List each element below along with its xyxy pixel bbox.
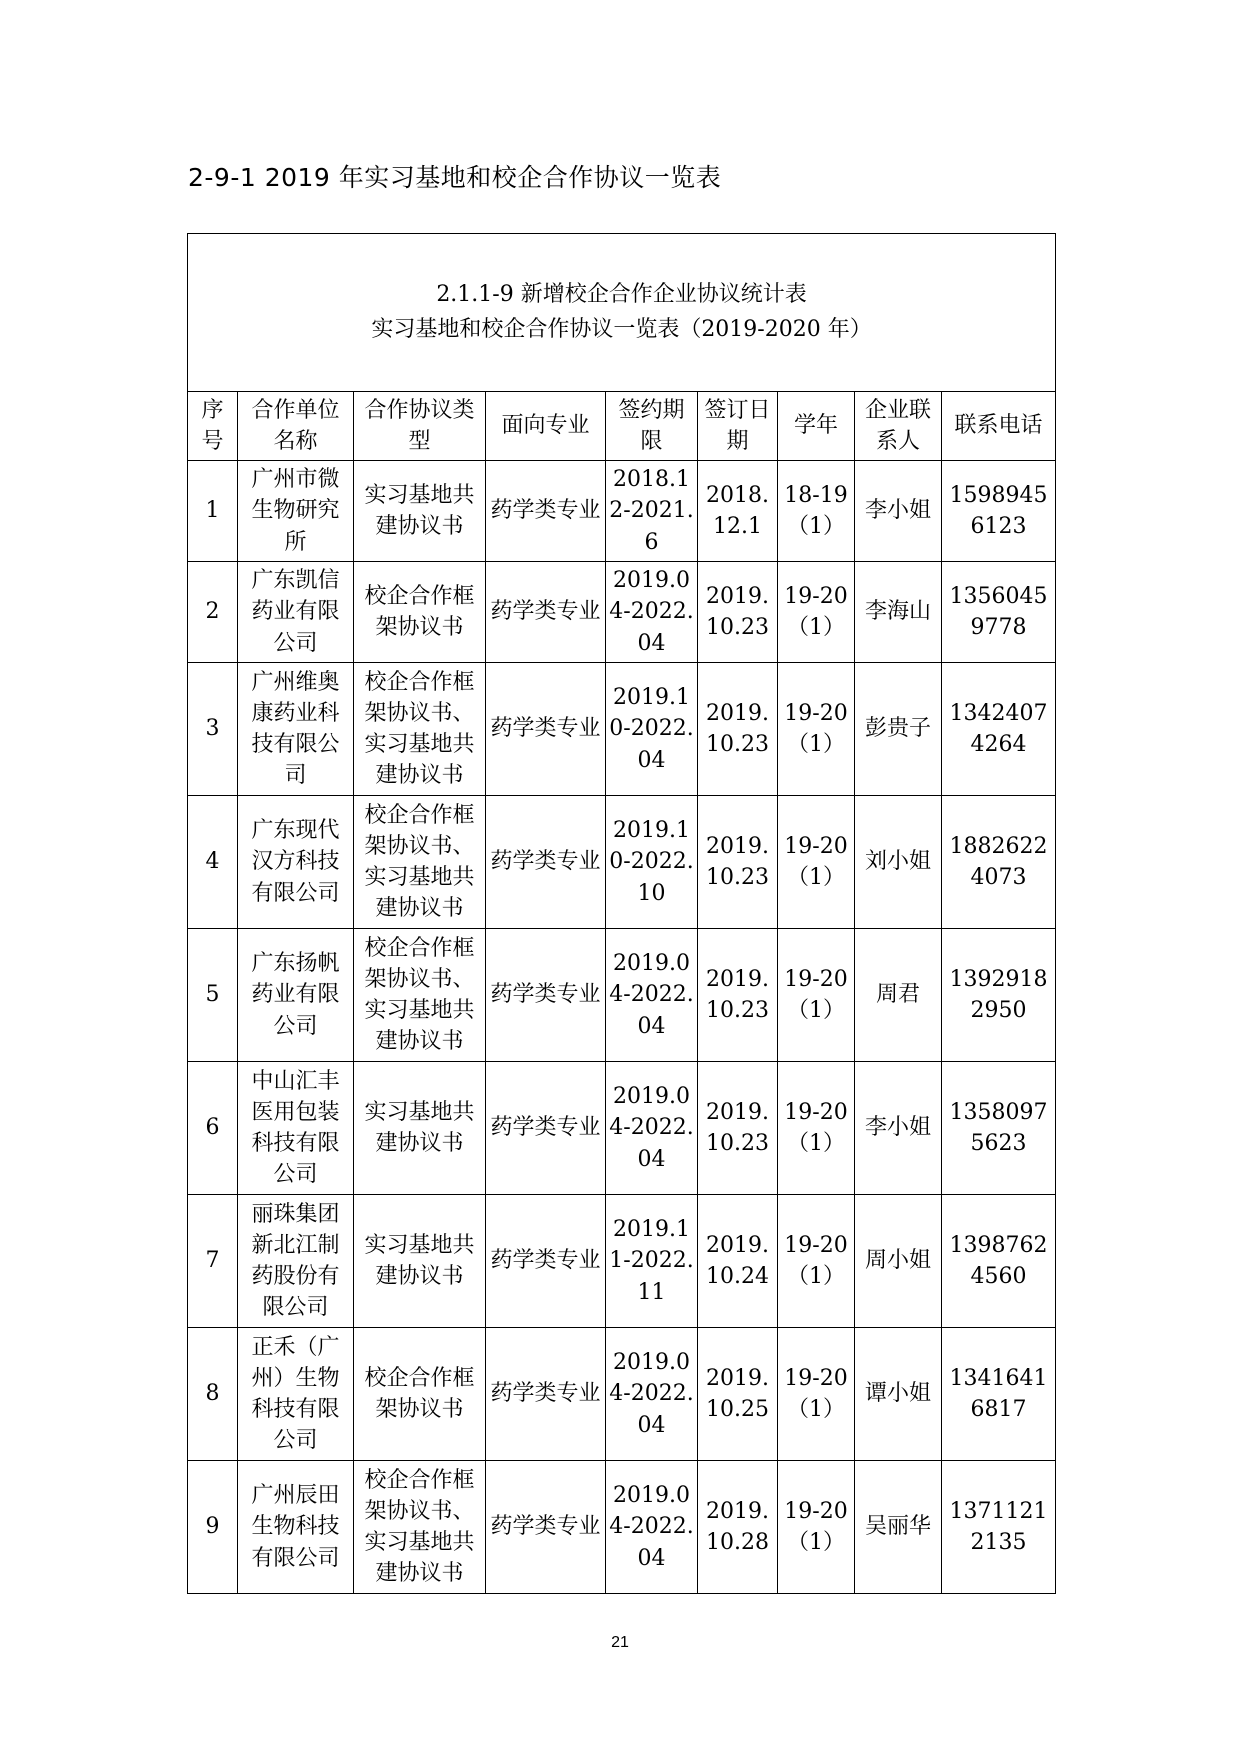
table-cell: 广州维奥康药业科技有限公司	[238, 663, 354, 796]
table-cell: 5	[188, 929, 238, 1062]
header-cell: 联系电话	[942, 392, 1056, 461]
table-cell: 19-20（1）	[778, 1461, 855, 1594]
table-cell: 19-20（1）	[778, 796, 855, 929]
table-cell: 吴丽华	[855, 1461, 942, 1594]
table-cell: 药学类专业	[486, 1461, 606, 1594]
header-cell: 学年	[778, 392, 855, 461]
table-row	[188, 562, 1056, 663]
table-cell: 7	[188, 1195, 238, 1328]
section-heading: 2-9-1 2019 年实习基地和校企合作协议一览表	[188, 163, 722, 192]
table-title-line1: 2.1.1-9 新增校企合作企业协议统计表	[436, 282, 807, 308]
table-cell: 药学类专业	[486, 663, 606, 796]
table-cell: 2019.10.24	[698, 1195, 778, 1328]
table-cell: 2019.10.23	[698, 1062, 778, 1195]
table-cell: 13424074264	[942, 663, 1056, 796]
table-cell: 2018.12.1	[698, 461, 778, 562]
table-cell: 19-20（1）	[778, 562, 855, 663]
table-cell: 李海山	[855, 562, 942, 663]
table-row	[188, 1062, 1056, 1195]
table-cell: 2019.10.23	[698, 562, 778, 663]
table-row	[188, 1195, 1056, 1328]
table-cell: 3	[188, 663, 238, 796]
table-cell: 13711212135	[942, 1461, 1056, 1594]
table-cell: 2019.10-2022.04	[606, 663, 698, 796]
table-cell: 2019.10.23	[698, 663, 778, 796]
header-cell: 面向专业	[486, 392, 606, 461]
table-cell: 13987624560	[942, 1195, 1056, 1328]
table-row	[188, 796, 1056, 929]
table-cell: 2019.04-2022.04	[606, 929, 698, 1062]
table-cell: 药学类专业	[486, 929, 606, 1062]
table-cell: 2019.04-2022.04	[606, 1328, 698, 1461]
table-cell: 2019.10-2022.10	[606, 796, 698, 929]
table-cell: 广东扬帆药业有限公司	[238, 929, 354, 1062]
table-cell: 2019.04-2022.04	[606, 1062, 698, 1195]
table-row	[188, 461, 1056, 562]
table-cell: 13416416817	[942, 1328, 1056, 1461]
table-cell: 实习基地共建协议书	[354, 461, 486, 562]
table-cell: 2019.04-2022.04	[606, 562, 698, 663]
table-cell: 药学类专业	[486, 1328, 606, 1461]
table-row	[188, 929, 1056, 1062]
table-cell: 实习基地共建协议书	[354, 1195, 486, 1328]
table-cell: 2018.12-2021.6	[606, 461, 698, 562]
table-cell: 药学类专业	[486, 1195, 606, 1328]
table-cell: 校企合作框架协议书	[354, 562, 486, 663]
table-cell: 广州市微生物研究所	[238, 461, 354, 562]
table-title-line2: 实习基地和校企合作协议一览表（2019-2020 年）	[371, 316, 872, 342]
table-cell: 药学类专业	[486, 796, 606, 929]
table-cell: 13580975623	[942, 1062, 1056, 1195]
table-cell: 李小姐	[855, 461, 942, 562]
table-cell: 15989456123	[942, 461, 1056, 562]
table-cell: 13929182950	[942, 929, 1056, 1062]
table-cell: 4	[188, 796, 238, 929]
table-row	[188, 1328, 1056, 1461]
table-cell: 校企合作框架协议书、实习基地共建协议书	[354, 929, 486, 1062]
table-cell: 13560459778	[942, 562, 1056, 663]
table-cell: 1	[188, 461, 238, 562]
header-cell: 签订日期	[698, 392, 778, 461]
table-cell: 李小姐	[855, 1062, 942, 1195]
table-cell: 广东现代汉方科技有限公司	[238, 796, 354, 929]
table-cell: 19-20（1）	[778, 1195, 855, 1328]
table-cell: 2019.04-2022.04	[606, 1461, 698, 1594]
table-cell: 丽珠集团新北江制药股份有限公司	[238, 1195, 354, 1328]
table-cell: 广州辰田生物科技有限公司	[238, 1461, 354, 1594]
table-cell: 周君	[855, 929, 942, 1062]
table-cell: 中山汇丰医用包装科技有限公司	[238, 1062, 354, 1195]
page-number: 21	[611, 1634, 629, 1651]
table-cell: 刘小姐	[855, 796, 942, 929]
agreement-table	[187, 233, 1056, 1594]
table-cell: 19-20（1）	[778, 1062, 855, 1195]
table-cell: 药学类专业	[486, 562, 606, 663]
header-cell: 序号	[188, 392, 238, 461]
table-cell: 周小姐	[855, 1195, 942, 1328]
table-title	[188, 234, 1056, 392]
table-cell: 19-20（1）	[778, 663, 855, 796]
table-cell: 广东凯信药业有限公司	[238, 562, 354, 663]
table-cell: 2019.11-2022.11	[606, 1195, 698, 1328]
table-cell: 谭小姐	[855, 1328, 942, 1461]
table-cell: 校企合作框架协议书	[354, 1328, 486, 1461]
table-cell: 8	[188, 1328, 238, 1461]
table-cell: 9	[188, 1461, 238, 1594]
table-cell: 19-20（1）	[778, 929, 855, 1062]
table-cell: 彭贵子	[855, 663, 942, 796]
table-cell: 6	[188, 1062, 238, 1195]
table-cell: 校企合作框架协议书、实习基地共建协议书	[354, 663, 486, 796]
header-cell: 企业联系人	[855, 392, 942, 461]
table-cell: 实习基地共建协议书	[354, 1062, 486, 1195]
table-cell: 2019.10.28	[698, 1461, 778, 1594]
header-cell: 签约期限	[606, 392, 698, 461]
table-cell: 19-20（1）	[778, 1328, 855, 1461]
table-row	[188, 663, 1056, 796]
table-cell: 2	[188, 562, 238, 663]
header-cell: 合作单位名称	[238, 392, 354, 461]
table-cell: 正禾（广州）生物科技有限公司	[238, 1328, 354, 1461]
table-cell: 药学类专业	[486, 461, 606, 562]
table-row	[188, 1461, 1056, 1594]
table-cell: 2019.10.25	[698, 1328, 778, 1461]
table-cell: 药学类专业	[486, 1062, 606, 1195]
table-cell: 18826224073	[942, 796, 1056, 929]
table-cell: 校企合作框架协议书、实习基地共建协议书	[354, 1461, 486, 1594]
table-cell: 18-19（1）	[778, 461, 855, 562]
table-cell: 2019.10.23	[698, 929, 778, 1062]
header-cell: 合作协议类型	[354, 392, 486, 461]
table-header-row	[188, 392, 1056, 461]
table-cell: 校企合作框架协议书、实习基地共建协议书	[354, 796, 486, 929]
table-cell: 2019.10.23	[698, 796, 778, 929]
